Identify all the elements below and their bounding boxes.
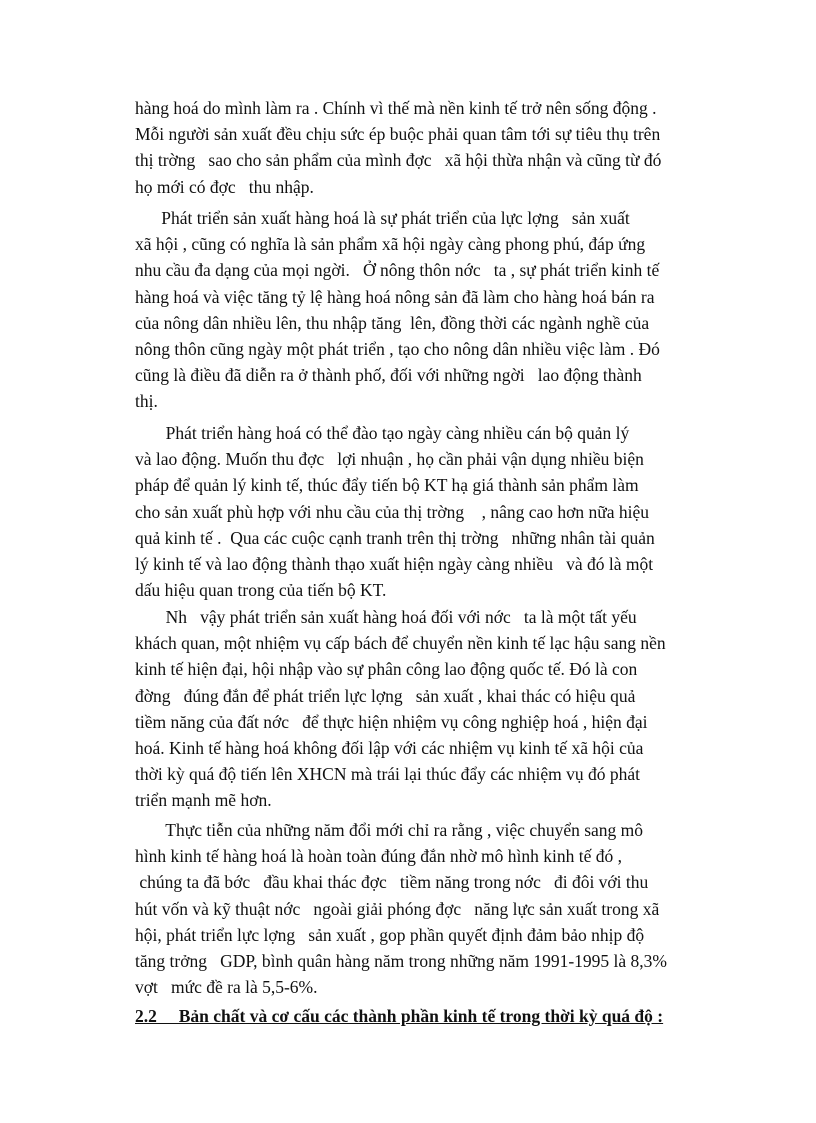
- text-line: Thực tiễn của những năm đổi mới chỉ ra rằng , việc chuyển sang mô: [135, 820, 644, 840]
- text-line: quả kinh tế . Qua các cuộc cạnh tranh trên thị trờng những nhân tài quản: [135, 527, 655, 548]
- text-line: Phát triển sản xuất hàng hoá là sự phát triển của lực lợng sản xuất: [135, 208, 630, 228]
- text-line: chúng ta đã bớc đầu khai thác đợc tiềm năng trong nớc đi đôi với thu: [135, 872, 649, 893]
- text-line: thị trờng sao cho sản phẩm của mình đợc xã hội thừa nhận và cũng từ đó: [135, 150, 662, 171]
- paragraph-2: [135, 205, 721, 415]
- text-line: thị.: [135, 391, 158, 412]
- text-line: khách quan, một nhiệm vụ cấp bách để chuyển nền kinh tế lạc hậu sang nền: [135, 633, 666, 654]
- text-line: họ mới có đợc thu nhập.: [135, 176, 314, 197]
- paragraph-5: [135, 817, 721, 1000]
- text-line: hình kinh tế hàng hoá là hoàn toàn đúng đắn nhờ mô hình kinh tế đó ,: [135, 846, 623, 867]
- paragraph-4: [135, 604, 721, 814]
- text-line: Nh vậy phát triển sản xuất hàng hoá đối với nớc ta là một tất yếu: [135, 607, 637, 627]
- text-line: nông thôn cũng ngày một phát triển , tạo cho nông dân nhiều việc làm . Đó: [135, 338, 660, 359]
- text-line: tăng trởng GDP, bình quân hàng năm trong những năm 1991-1995 là 8,3%: [135, 950, 668, 971]
- text-line: hàng hoá do mình làm ra . Chính vì thế mà nền kinh tế trở nên sống động .: [135, 98, 657, 118]
- text-line: kinh tế hiện đại, hội nhập vào sự phân công lao động quốc tế. Đó là con: [135, 659, 638, 680]
- section-heading: 2.2 Bản chất và cơ cấu các thành phần kinh tế trong thời kỳ quá độ :: [135, 1006, 664, 1026]
- text-line: hàng hoá và việc tăng tỷ lệ hàng hoá nông sản đã làm cho hàng hoá bán ra: [135, 286, 655, 307]
- text-line: của nông dân nhiều lên, thu nhập tăng lên, đồng thời các ngành nghề của: [135, 312, 650, 333]
- text-line: dấu hiệu quan trong của tiến bộ KT.: [135, 580, 387, 601]
- text-line: Phát triển hàng hoá có thể đào tạo ngày càng nhiều cán bộ quản lý: [135, 423, 630, 443]
- text-line: pháp để quản lý kinh tế, thúc đẩy tiến bộ KT hạ giá thành sản phẩm làm: [135, 475, 639, 496]
- paragraph-1: [135, 95, 721, 200]
- text-line: cũng là điều đã diễn ra ở thành phố, đối với những ngời lao động thành: [135, 365, 642, 386]
- text-line: tiềm năng của đất nớc để thực hiện nhiệm vụ công nghiệp hoá , hiện đại: [135, 711, 648, 732]
- text-line: hội, phát triển lực lợng sản xuất , gop phần quyết định đảm bảo nhịp độ: [135, 924, 645, 945]
- text-line: và lao động. Muốn thu đợc lợi nhuận , họ cần phải vận dụng nhiều biện: [135, 449, 644, 470]
- text-line: cho sản xuất phù hợp với nhu cầu của thị trờng , nâng cao hơn nữa hiệu: [135, 501, 650, 522]
- text-line: thời kỳ quá độ tiến lên XHCN mà trái lại thúc đẩy các nhiệm vụ đó phát: [135, 764, 640, 785]
- text-line: lý kinh tế và lao động thành thạo xuất hiện ngày càng nhiều và đó là một: [135, 553, 654, 574]
- text-line: Mỗi người sản xuất đều chịu sức ép buộc phải quan tâm tới sự tiêu thụ trên: [135, 124, 661, 145]
- text-line: vợt mức đề ra là 5,5-6%.: [135, 977, 318, 998]
- paragraph-3: [135, 420, 721, 603]
- text-line: đờng đúng đắn để phát triển lực lợng sản xuất , khai thác có hiệu quả: [135, 685, 636, 706]
- text-line: hoá. Kinh tế hàng hoá không đối lập với các nhiệm vụ kinh tế xã hội của: [135, 737, 644, 758]
- text-line: nhu cầu đa dạng của mọi ngời. Ở nông thôn nớc ta , sự phát triển kinh tế: [135, 260, 660, 281]
- text-line: triển mạnh mẽ hơn.: [135, 790, 272, 811]
- text-line: xã hội , cũng có nghĩa là sản phẩm xã hội ngày càng phong phú, đáp ứng: [135, 234, 646, 255]
- text-line: hút vốn và kỹ thuật nớc ngoài giải phóng đợc năng lực sản xuất trong xã: [135, 898, 660, 919]
